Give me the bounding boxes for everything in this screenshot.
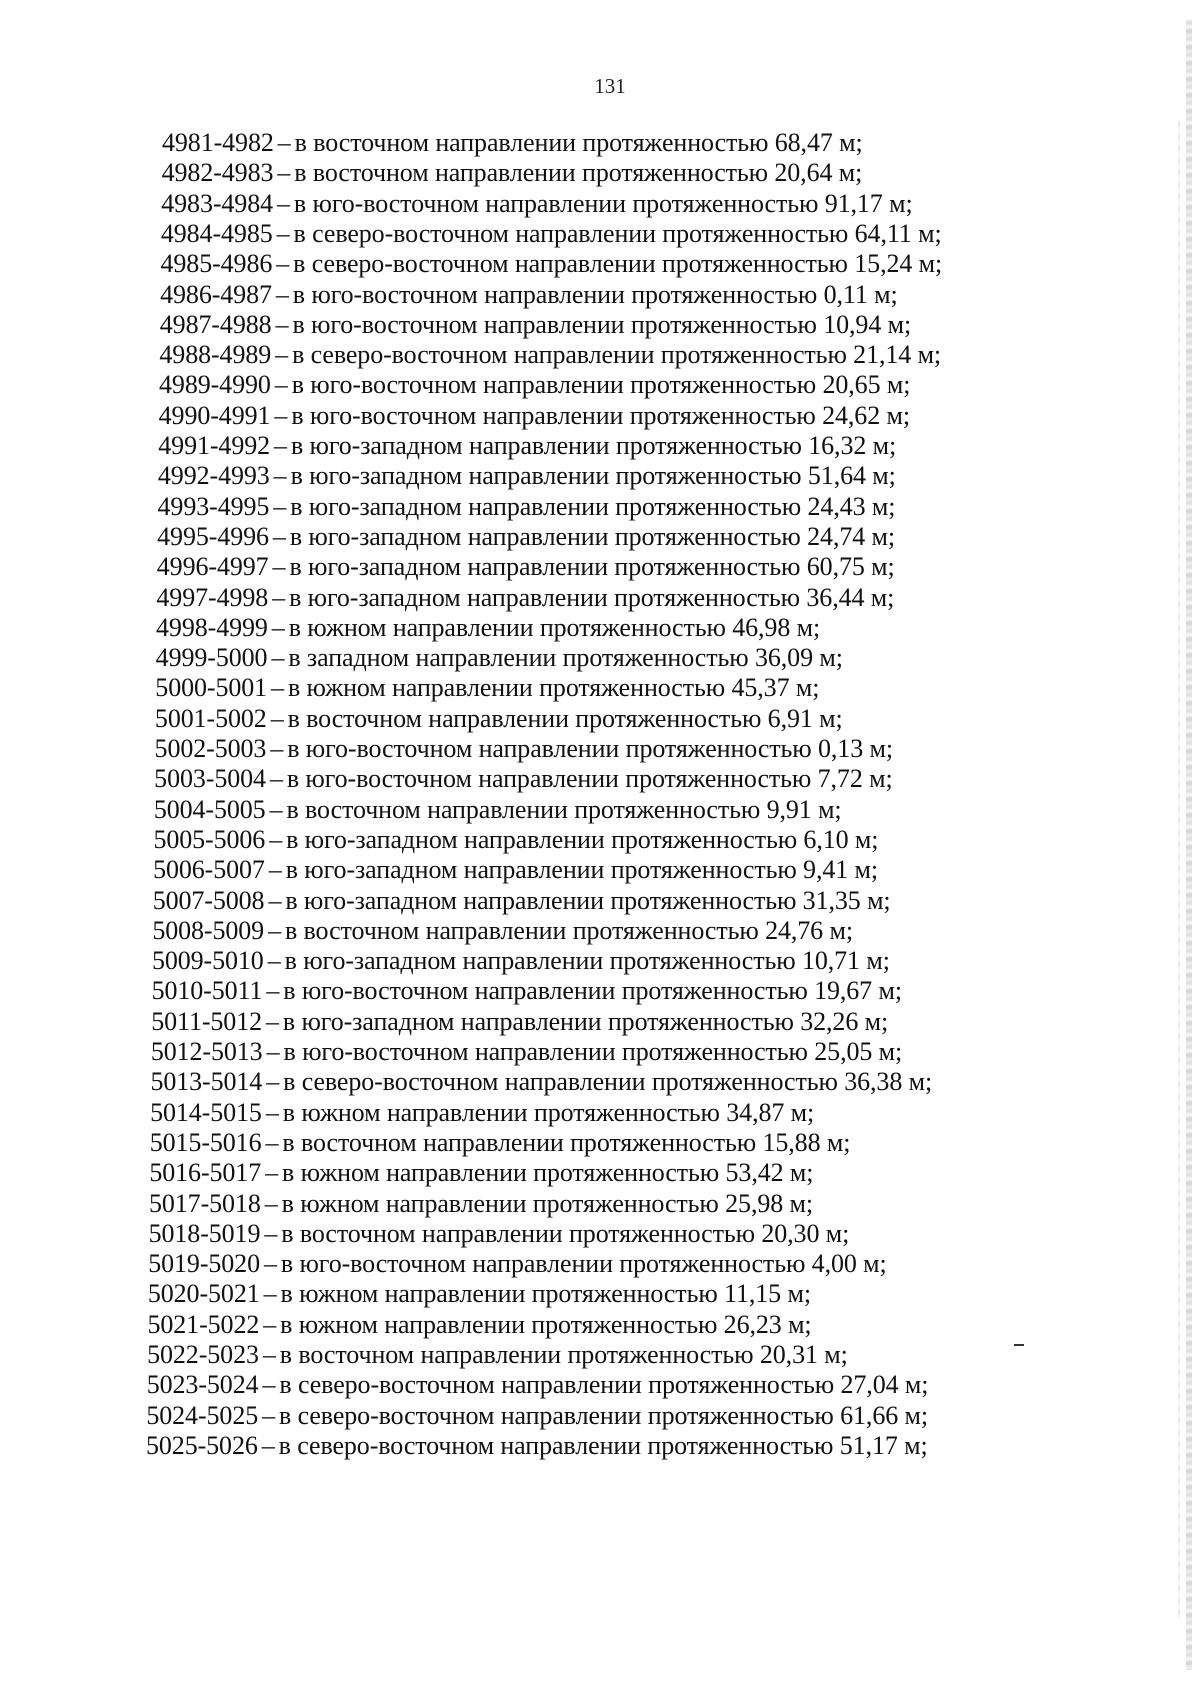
segment-description: в северо-восточном направлении протяженностью 61,66 м; xyxy=(279,1400,929,1430)
segment-range: 5014-5015 xyxy=(150,1097,262,1127)
segment-range: 5008-5009 xyxy=(152,915,265,945)
segment-range: 5015-5016 xyxy=(149,1127,262,1157)
list-item xyxy=(154,764,892,794)
dash: – xyxy=(266,1006,279,1036)
list-item xyxy=(162,158,863,188)
segment-range: 4990-4991 xyxy=(158,400,271,430)
list-item xyxy=(156,643,843,673)
list-item xyxy=(156,583,894,613)
list-item xyxy=(147,1310,811,1340)
list-item xyxy=(152,946,890,976)
list-item xyxy=(162,128,863,158)
segment-range: 4998-4999 xyxy=(156,612,268,642)
list-item xyxy=(152,916,853,946)
dash: – xyxy=(271,643,285,673)
segment-description: в юго-западном направлении протяженностью 24,74 м; xyxy=(289,521,896,551)
segment-description: в южном направлении протяженностью 26,23 м; xyxy=(280,1309,812,1339)
segment-range: 5004-5005 xyxy=(153,794,266,824)
list-item xyxy=(148,1249,886,1279)
dash: – xyxy=(263,1279,277,1309)
segment-range: 4986-4987 xyxy=(160,279,272,309)
dash: – xyxy=(262,1370,276,1400)
segment-description: в северо-восточном направлении протяженностью 15,24 м; xyxy=(293,249,943,279)
segment-description: в западном направлении протяженностью 36,09 м; xyxy=(288,643,843,673)
dash: – xyxy=(262,1340,276,1369)
dash: – xyxy=(264,1188,278,1218)
segment-description: в восточном направлении протяженностью 68,47 м; xyxy=(294,128,863,157)
segment-range: 5023-5024 xyxy=(146,1370,259,1400)
segment-description: в южном направлении протяженностью 11,15 м; xyxy=(280,1279,811,1309)
list-item xyxy=(148,1279,811,1309)
dash: – xyxy=(275,279,289,309)
list-item xyxy=(161,189,912,219)
segment-range: 5011-5012 xyxy=(151,1006,262,1036)
segment-description: в северо-восточном направлении протяженностью 27,04 м; xyxy=(279,1370,929,1400)
dash: – xyxy=(275,309,289,339)
segment-description: в северо-восточном направлении протяженностью 51,17 м; xyxy=(278,1430,928,1460)
segment-description: в юго-западном направлении протяженностью 31,35 м; xyxy=(285,885,891,915)
dash: – xyxy=(264,1218,278,1248)
list-item xyxy=(146,1431,928,1461)
segment-range: 5003-5004 xyxy=(154,764,266,794)
dash: – xyxy=(276,218,290,248)
list-item xyxy=(161,219,942,249)
segment-description: в юго-западном направлении протяженностью 60,75 м; xyxy=(289,552,895,582)
stray-mark xyxy=(1014,1344,1024,1346)
segment-range: 5022-5023 xyxy=(147,1340,259,1369)
dash: – xyxy=(266,1037,280,1066)
list-item xyxy=(158,461,896,491)
segment-range: 4987-4988 xyxy=(159,309,272,339)
segment-range: 5025-5026 xyxy=(146,1430,258,1460)
list-item xyxy=(155,734,893,764)
segment-description: в юго-западном направлении протяженностью 9,41 м; xyxy=(285,855,879,885)
list-item xyxy=(159,340,941,370)
scan-edge-artifact xyxy=(1178,120,1180,1620)
segment-description: в восточном направлении протяженностью 9,91 м; xyxy=(286,794,842,824)
dash: – xyxy=(272,521,286,551)
dash: – xyxy=(263,1309,277,1339)
segment-description: в северо-восточном направлении протяженностью 64,11 м; xyxy=(293,218,942,248)
list-item xyxy=(158,431,896,461)
segment-range: 4983-4984 xyxy=(161,188,274,218)
list-item xyxy=(149,1158,813,1188)
segment-description: в юго-восточном направлении протяженностью 4,00 м; xyxy=(280,1249,887,1279)
list-item xyxy=(155,673,819,703)
dash: – xyxy=(276,249,290,279)
dash: – xyxy=(274,370,288,400)
list-item xyxy=(160,310,911,340)
segment-description: в восточном направлении протяженностью 15,88 м; xyxy=(282,1127,851,1157)
dash: – xyxy=(270,703,284,733)
dash: – xyxy=(265,1158,279,1188)
segment-range: 5019-5020 xyxy=(148,1249,260,1279)
dash: – xyxy=(270,734,284,763)
segment-description: в восточном направлении протяженностью 20,30 м; xyxy=(281,1218,850,1248)
segment-description: в юго-западном направлении протяженностью 6,10 м; xyxy=(286,824,879,854)
list-item xyxy=(150,1098,814,1128)
segment-range: 5002-5003 xyxy=(154,734,267,763)
segment-description: в юго-восточном направлении протяженностью 10,94 м; xyxy=(292,309,912,339)
segment-description: в юго-восточном направлении протяженностью 91,17 м; xyxy=(293,188,913,218)
list-item xyxy=(152,976,902,1006)
segment-description: в юго-западном направлении протяженностью 10,71 м; xyxy=(284,946,890,976)
dash: – xyxy=(273,491,287,521)
list-item xyxy=(151,1037,902,1067)
list-item xyxy=(153,855,878,885)
segment-description: в южном направлении протяженностью 46,98 м; xyxy=(288,612,821,642)
segment-range: 5016-5017 xyxy=(149,1158,262,1188)
dash: – xyxy=(269,824,283,854)
list-item xyxy=(150,1067,932,1097)
segment-range: 5018-5019 xyxy=(148,1218,261,1248)
segment-range: 4991-4992 xyxy=(158,431,271,460)
dash: – xyxy=(274,400,288,430)
segment-description: в юго-западном направлении протяженностью 32,26 м; xyxy=(282,1006,889,1036)
segment-range: 5005-5006 xyxy=(153,824,266,854)
dash: – xyxy=(275,340,289,370)
dash: – xyxy=(268,885,282,915)
segment-description: в южном направлении протяженностью 45,37 м; xyxy=(287,673,820,703)
segment-range: 5013-5014 xyxy=(150,1067,263,1097)
list-item xyxy=(161,249,943,279)
list-item xyxy=(147,1370,929,1400)
list-item xyxy=(159,370,910,400)
segment-description: в юго-западном направлении протяженностью 16,32 м; xyxy=(290,431,897,460)
segment-range: 5020-5021 xyxy=(147,1279,260,1309)
segment-range: 5017-5018 xyxy=(148,1188,261,1218)
segment-description: в восточном направлении протяженностью 20,31 м; xyxy=(279,1340,848,1369)
segment-range: 4989-4990 xyxy=(159,370,271,400)
segment-description: в юго-восточном направлении протяженностью 19,67 м; xyxy=(283,976,902,1006)
list-item xyxy=(147,1340,848,1370)
segment-range: 4993-4995 xyxy=(157,491,270,521)
dash: – xyxy=(267,946,281,976)
list-item xyxy=(154,795,842,825)
list-item xyxy=(149,1219,850,1249)
segment-range: 4982-4983 xyxy=(161,158,274,188)
dash: – xyxy=(277,158,291,188)
dash: – xyxy=(272,552,286,582)
list-item xyxy=(160,280,897,310)
dash: – xyxy=(273,461,287,491)
dash: – xyxy=(263,1249,277,1279)
segment-description: в южном направлении протяженностью 25,98 м; xyxy=(281,1188,814,1218)
segment-range: 5024-5025 xyxy=(146,1400,259,1430)
segment-range: 5012-5013 xyxy=(150,1037,263,1066)
dash: – xyxy=(274,431,287,460)
list-item xyxy=(150,1128,851,1158)
dash: – xyxy=(269,764,283,794)
segment-description: в юго-западном направлении протяженностью 51,64 м; xyxy=(290,461,896,491)
list-item xyxy=(151,1007,888,1037)
list-item xyxy=(156,613,820,643)
segment-range: 5021-5022 xyxy=(147,1309,260,1339)
dash: – xyxy=(272,582,286,612)
dash: – xyxy=(277,128,291,157)
segment-description: в юго-восточном направлении протяженностью 20,65 м; xyxy=(291,370,911,400)
dash: – xyxy=(271,673,284,703)
segment-description: в юго-восточном направлении протяженностью 0,13 м; xyxy=(287,734,893,763)
dash: – xyxy=(265,1097,279,1127)
segment-description: в юго-восточном направлении протяженностью 0,11 м; xyxy=(292,279,898,309)
segment-range: 5010-5011 xyxy=(151,976,263,1006)
list-item xyxy=(158,492,896,522)
dash: – xyxy=(277,188,290,218)
segment-description: в юго-восточном направлении протяженностью 24,62 м; xyxy=(291,400,910,430)
segment-range: 4985-4986 xyxy=(160,249,273,279)
segment-range: 5006-5007 xyxy=(153,855,265,885)
segment-range: 4995-4996 xyxy=(157,521,269,551)
segment-description: в северо-восточном направлении протяженностью 36,38 м; xyxy=(283,1067,933,1097)
list-item xyxy=(153,825,878,855)
list-item xyxy=(153,886,891,916)
segment-description: в юго-восточном направлении протяженностью 7,72 м; xyxy=(286,764,893,794)
segment-range: 4988-4989 xyxy=(159,340,272,370)
segment-range: 4999-5000 xyxy=(155,643,268,673)
segment-description: в южном направлении протяженностью 53,42 м; xyxy=(282,1158,814,1188)
segment-description: в юго-восточном направлении протяженностью 25,05 м; xyxy=(283,1037,903,1066)
segment-range: 4984-4985 xyxy=(160,218,273,248)
segment-description: в восточном направлении протяженностью 24,76 м; xyxy=(284,915,853,945)
list-item xyxy=(157,552,895,582)
segment-range: 4996-4997 xyxy=(156,552,269,582)
segment-range: 5001-5002 xyxy=(154,703,267,733)
segment-range: 5007-5008 xyxy=(152,885,265,915)
dash: – xyxy=(261,1430,275,1460)
list-item xyxy=(159,401,910,431)
page-number: 131 xyxy=(594,74,626,98)
dash: – xyxy=(266,1067,280,1097)
segment-description: в восточном направлении протяженностью 6,91 м; xyxy=(287,703,843,733)
segment-range: 5009-5010 xyxy=(151,946,264,976)
scan-edge-artifact xyxy=(1186,20,1192,1670)
dash: – xyxy=(268,915,281,945)
dash: – xyxy=(265,1127,279,1157)
segment-description: в юго-западном направлении протяженностью 36,44 м; xyxy=(289,582,895,612)
list-item xyxy=(146,1401,928,1431)
segment-description: в юго-западном направлении протяженностью 24,43 м; xyxy=(290,491,896,521)
segment-range: 4992-4993 xyxy=(157,461,270,491)
segment-description: в южном направлении протяженностью 34,87 м; xyxy=(282,1097,815,1127)
segment-description: в северо-восточном направлении протяженностью 21,14 м; xyxy=(292,340,942,370)
dash: – xyxy=(262,1400,276,1430)
segment-range: 4981-4982 xyxy=(162,128,274,157)
segment-range: 4997-4998 xyxy=(156,582,269,612)
dash: – xyxy=(271,612,285,642)
segment-description: в восточном направлении протяженностью 20,64 м; xyxy=(294,158,863,188)
dash: – xyxy=(269,794,283,824)
segment-range: 5000-5001 xyxy=(155,673,268,703)
list-item xyxy=(149,1189,813,1219)
dash: – xyxy=(268,855,282,885)
dash: – xyxy=(266,976,280,1006)
list-item xyxy=(155,704,843,734)
list-item xyxy=(157,522,895,552)
